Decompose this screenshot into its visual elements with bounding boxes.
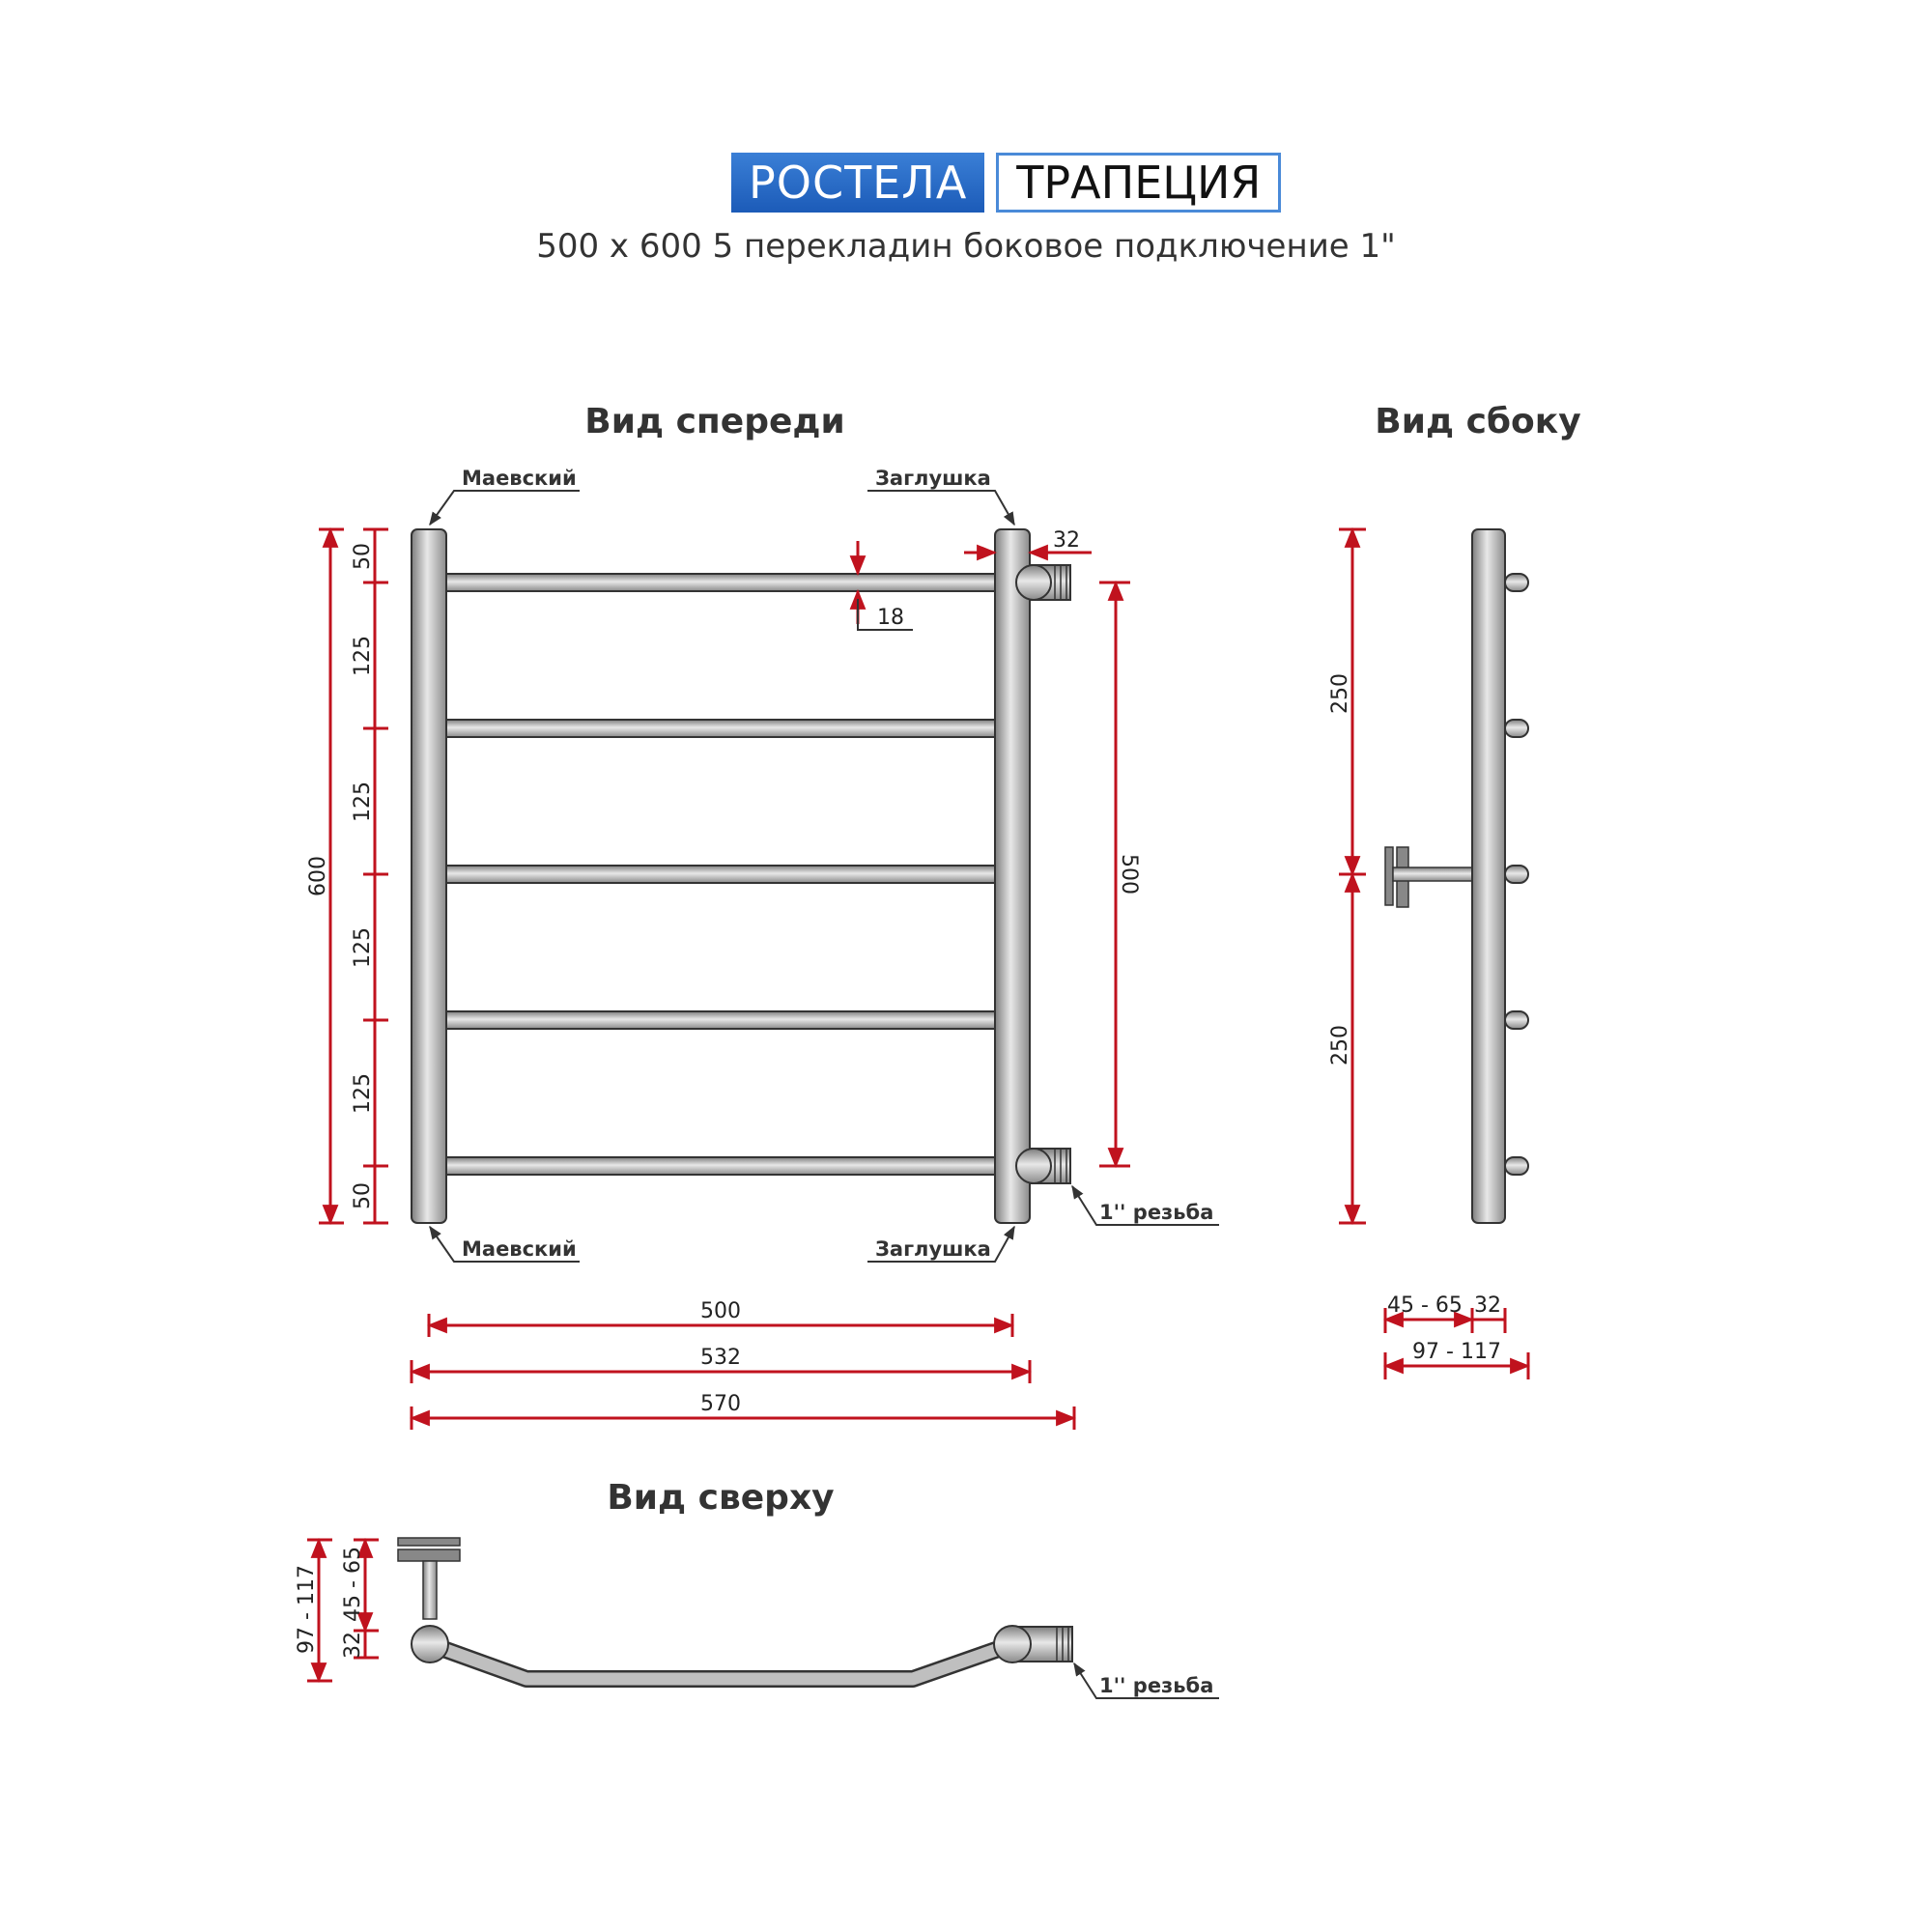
dim-top-depth — [295, 1540, 332, 1681]
dim-side-offset-label: 45 - 65 — [1387, 1293, 1463, 1318]
dim-top-tube-label: 32 — [341, 1632, 365, 1659]
side-stub-4 — [1505, 1011, 1528, 1029]
top-right-tube-section — [994, 1626, 1031, 1662]
dim-side-lower-250 — [1328, 874, 1366, 1223]
dim-step-1: 125 — [351, 636, 375, 676]
svg-text:97 - 117: 97 - 117 — [295, 1565, 319, 1654]
side-view-title: Вид сбоку — [1375, 402, 1581, 441]
svg-text:Маевский: Маевский — [462, 1237, 577, 1261]
label-thread-front — [1072, 1186, 1219, 1225]
front-view-title: Вид спереди — [584, 402, 845, 441]
front-view-drawing — [412, 529, 1070, 1223]
dim-top-gap: 50 — [351, 543, 375, 570]
side-stub-3 — [1505, 866, 1528, 883]
side-stub-2 — [1505, 720, 1528, 737]
label-thread-top — [1074, 1663, 1219, 1698]
crossbar-2 — [435, 720, 1005, 737]
right-upright — [995, 529, 1030, 1223]
top-view-drawing — [398, 1538, 1072, 1679]
dim-step-2: 125 — [351, 781, 375, 822]
left-upright — [412, 529, 446, 1223]
label-plug-bottom — [867, 1227, 1014, 1262]
svg-text:Заглушка: Заглушка — [875, 467, 991, 490]
crossbar-5 — [435, 1157, 1005, 1175]
top-view-title: Вид сверху — [607, 1478, 835, 1518]
svg-text:570: 570 — [700, 1392, 741, 1416]
dim-bottom-gap: 50 — [351, 1182, 375, 1209]
wall-bracket — [1385, 847, 1472, 907]
dim-side-tube-label: 32 — [1474, 1293, 1501, 1318]
dim-side-offset — [1385, 1293, 1505, 1333]
svg-text:1'' резьба: 1'' резьба — [1099, 1674, 1214, 1697]
dim-top-offset-label: 45 - 65 — [341, 1547, 365, 1622]
dim-side-upper-250 — [1328, 529, 1366, 874]
side-upright — [1472, 529, 1505, 1223]
side-view-drawing — [1385, 529, 1528, 1223]
bottom-fitting — [1016, 1149, 1070, 1183]
dim-step-chain — [351, 529, 388, 1223]
top-fitting — [1016, 565, 1070, 600]
product-subtitle: 500 x 600 5 перекладин боковое подключение 1" — [536, 227, 1396, 266]
dim-top-offset — [341, 1540, 379, 1659]
svg-text:500: 500 — [1117, 854, 1141, 895]
svg-text:600: 600 — [306, 856, 330, 896]
svg-text:32: 32 — [1053, 528, 1080, 553]
brand-name: РОСТЕЛА — [731, 153, 984, 213]
label-mayevsky-top — [430, 467, 580, 525]
svg-text:Маевский: Маевский — [462, 467, 577, 490]
svg-text:250: 250 — [1328, 673, 1352, 714]
crossbar-3 — [435, 866, 1005, 883]
top-bracket — [398, 1538, 460, 1619]
dim-width-570 — [412, 1392, 1074, 1430]
svg-text:1'' резьба: 1'' резьба — [1099, 1201, 1214, 1224]
label-mayevsky-bottom — [430, 1227, 580, 1262]
crossbar-1 — [435, 574, 1005, 591]
dim-center-500 — [1099, 582, 1141, 1166]
dim-height-600 — [306, 529, 344, 1223]
svg-text:250: 250 — [1328, 1025, 1352, 1065]
svg-text:18: 18 — [877, 606, 904, 630]
svg-text:Заглушка: Заглушка — [875, 1237, 991, 1261]
svg-text:97 - 117: 97 - 117 — [1412, 1340, 1501, 1364]
side-stub-5 — [1505, 1157, 1528, 1175]
dim-width-500 — [429, 1299, 1012, 1337]
dim-step-4: 125 — [351, 1073, 375, 1114]
dim-width-532 — [412, 1346, 1030, 1383]
crossbar-4 — [435, 1011, 1005, 1029]
svg-text:532: 532 — [700, 1346, 741, 1370]
label-plug-top — [867, 467, 1014, 525]
dim-step-3: 125 — [351, 927, 375, 968]
top-left-tube-section — [412, 1626, 448, 1662]
side-stub-1 — [1505, 574, 1528, 591]
svg-text:500: 500 — [700, 1299, 741, 1323]
dim-side-depth — [1385, 1340, 1528, 1379]
model-name: ТРАПЕЦИЯ — [996, 153, 1281, 213]
